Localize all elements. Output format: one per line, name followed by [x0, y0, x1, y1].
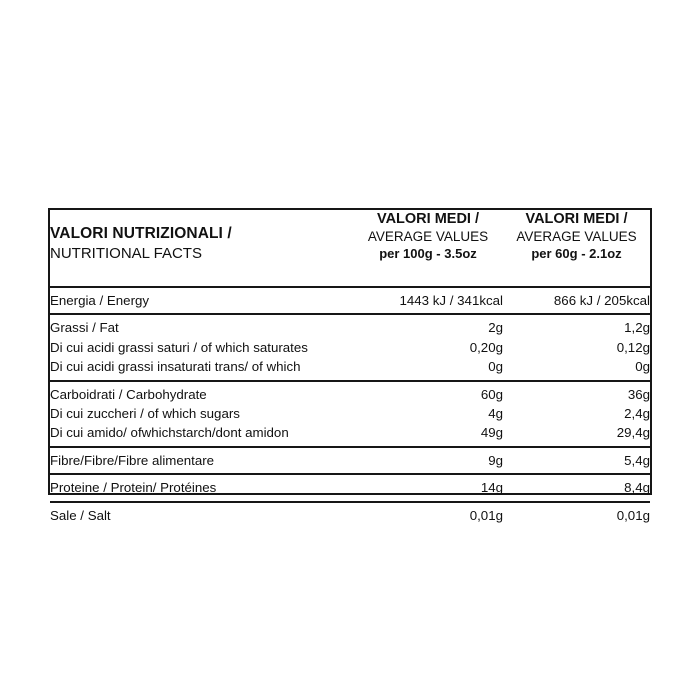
- nutrient-value: 14g: [480, 480, 503, 496]
- column-header-per-100g: [353, 210, 503, 287]
- table-header-row: [50, 210, 650, 287]
- nutrient-label: Carboidrati / Carbohydrate: [50, 386, 207, 402]
- nutrient-group-values-per-100g: [353, 381, 503, 447]
- nutrient-value: 29,4g: [616, 425, 650, 441]
- nutrient-group-labels: [50, 287, 353, 314]
- nutrient-group-values-per-100g: [353, 447, 503, 474]
- nutrient-value: 1443 kJ / 341kcal: [399, 293, 503, 308]
- column-header-per-60g: [503, 210, 650, 287]
- nutrient-group-labels: [50, 502, 353, 528]
- nutrient-value: 0,01g: [616, 507, 650, 523]
- nutrient-group-values-per-100g: [353, 502, 503, 528]
- nutrient-label: Grassi / Fat: [50, 320, 119, 336]
- nutrition-table-grid: [50, 210, 650, 528]
- nutrient-value: 9g: [488, 452, 503, 468]
- nutrient-group-values-per-60g: [503, 447, 650, 474]
- nutrition-facts-table: [48, 208, 652, 523]
- nutrient-group-values-per-100g: [353, 474, 503, 501]
- nutrient-label: Di cui acidi grassi insaturati trans/ of which: [50, 359, 301, 375]
- nutrient-value: 866 kJ / 205kcal: [553, 293, 650, 308]
- nutrient-value: 60g: [480, 386, 503, 402]
- table-body: [50, 210, 650, 528]
- nutrient-group: [50, 381, 650, 447]
- nutrient-group-values-per-60g: [503, 502, 650, 528]
- nutrient-label: Fibre/Fibre/Fibre alimentare: [50, 452, 215, 468]
- nutrient-group: [50, 502, 650, 528]
- nutrient-value: 2g: [488, 320, 503, 336]
- nutrient-label: Energia / Energy: [50, 293, 150, 308]
- nutrient-value: 2,4g: [624, 406, 650, 422]
- nutrient-group-values-per-60g: [503, 474, 650, 501]
- nutrient-value: 0,01g: [469, 507, 503, 523]
- column-header-per-100g-line3: per 100g - 3.5oz: [379, 246, 477, 261]
- nutrient-value: 5,4g: [624, 452, 650, 468]
- nutrient-group-values-per-100g: [353, 314, 503, 380]
- nutrient-label: Proteine / Protein/ Protéines: [50, 480, 217, 496]
- nutrient-value: 0,20g: [469, 339, 503, 355]
- nutrient-group-labels: [50, 474, 353, 501]
- nutrient-value: 36g: [627, 386, 650, 402]
- table-title-line2: NUTRITIONAL FACTS: [50, 245, 202, 262]
- nutrient-group: [50, 314, 650, 380]
- nutrient-group-labels: [50, 447, 353, 474]
- table-title: [50, 210, 353, 264]
- column-header-per-100g-line2: AVERAGE VALUES: [367, 229, 489, 244]
- nutrient-value: 1,2g: [624, 320, 650, 336]
- table-title-cell: [50, 210, 353, 287]
- nutrient-group: [50, 474, 650, 501]
- nutrient-label: Di cui acidi grassi saturi / of which saturates: [50, 339, 308, 355]
- nutrient-value: 49g: [480, 425, 503, 441]
- nutrient-label: Sale / Salt: [50, 507, 111, 523]
- nutrient-value: 8,4g: [624, 480, 650, 496]
- nutrient-group: [50, 447, 650, 474]
- column-header-per-60g-line2: AVERAGE VALUES: [516, 229, 637, 244]
- table-title-line1: VALORI NUTRIZIONALI /: [50, 225, 232, 242]
- column-header-per-60g-line1: VALORI MEDI /: [525, 211, 628, 227]
- nutrient-group-labels: [50, 381, 353, 447]
- nutrient-label: Di cui zuccheri / of which sugars: [50, 406, 240, 422]
- column-header-per-60g-line3: per 60g - 2.1oz: [531, 246, 622, 261]
- nutrient-group-values-per-60g: [503, 287, 650, 314]
- nutrient-value: 0g: [488, 359, 503, 375]
- nutrient-label: Di cui amido/ ofwhichstarch/dont amidon: [50, 425, 289, 441]
- nutrient-value: 0,12g: [616, 339, 650, 355]
- nutrient-value: 0g: [635, 359, 650, 375]
- nutrient-group-values-per-60g: [503, 314, 650, 380]
- nutrient-group-values-per-60g: [503, 381, 650, 447]
- nutrient-group-values-per-100g: [353, 287, 503, 314]
- nutrient-group: [50, 287, 650, 314]
- nutrient-group-labels: [50, 314, 353, 380]
- nutrient-value: 4g: [488, 406, 503, 422]
- column-header-per-100g-line1: VALORI MEDI /: [376, 211, 480, 227]
